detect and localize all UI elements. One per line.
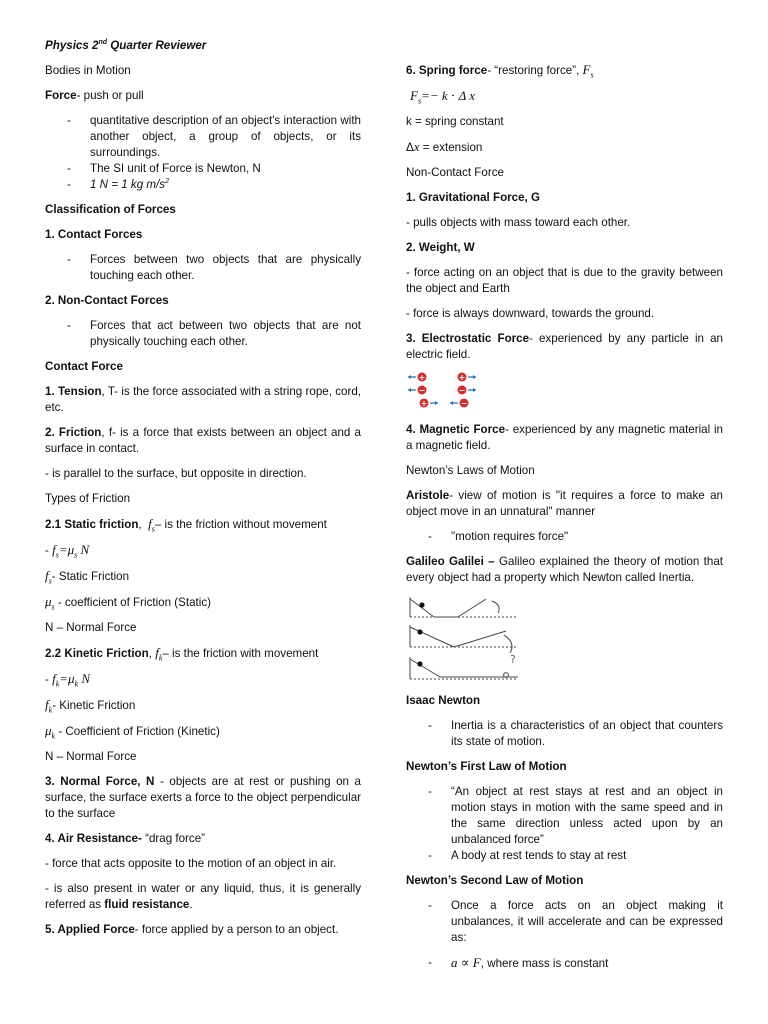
section-bodies-in-motion: Bodies in Motion xyxy=(45,64,131,77)
svg-text:+: + xyxy=(458,373,466,382)
weight-direction: - force is always downward, towards the ground. xyxy=(406,307,655,320)
list-item: - A body at rest tends to stay at rest xyxy=(428,849,627,862)
aristole-paragraph: Aristole- view of motion is "it requires a force to make an object move in an unnatural" manner xyxy=(406,489,723,518)
second-law-heading: Newton’s Second Law of Motion xyxy=(406,874,584,887)
air-resistance-desc: - force that acts opposite to the motion of an object in air. xyxy=(45,857,337,870)
friction-paragraph: 2. Friction, f- is a force that exists between an object and a surface in contact. xyxy=(45,426,361,455)
kinetic-friction-paragraph: 2.2 Kinetic Friction, $f_k-$ is the friction with movement xyxy=(45,645,319,663)
types-of-friction: Types of Friction xyxy=(45,492,131,505)
spring-force-heading: 6. Spring force- “restoring force”, $F_s$ xyxy=(406,62,594,80)
svg-text:+: + xyxy=(420,399,428,408)
page-title: Physics 2nd Quarter Reviewer xyxy=(45,39,207,52)
list-item: - Forces that act between two objects that are not physically touching each other. xyxy=(67,319,361,348)
friction-direction: - is parallel to the surface, but opposite in direction. xyxy=(45,467,307,480)
applied-force-paragraph: 5. Applied Force- force applied by a person to an object. xyxy=(45,923,339,936)
static-coefficient: $\mu_s$ - coefficient of Friction (Static) xyxy=(45,594,212,612)
list-item: - The SI unit of Force is Newton, N xyxy=(67,162,261,175)
left-column xyxy=(45,38,361,947)
svg-text:+: + xyxy=(418,373,426,382)
svg-text:?: ? xyxy=(510,653,516,666)
list-item: - quantitative description of an object's interaction with another object, a group of objects, or its surroundings. xyxy=(67,114,361,159)
normal-force-label: N – Normal Force xyxy=(45,750,137,763)
electric-charges-figure xyxy=(406,372,723,410)
inclined-plane-figure xyxy=(406,595,723,683)
weight-desc: - force acting on an object that is due to the gravity between the object and Earth xyxy=(406,266,723,295)
list-item: - Inertia is a characteristics of an object that counters its state of motion. xyxy=(428,719,723,748)
heading-contact-forces: 1. Contact Forces xyxy=(45,228,143,241)
heading-noncontact-forces: 2. Non-Contact Forces xyxy=(45,294,169,307)
heading-classification: Classification of Forces xyxy=(45,203,176,216)
isaac-newton-heading: Isaac Newton xyxy=(406,694,481,707)
second-law-list xyxy=(406,898,723,972)
fluid-resistance-paragraph: - is also present in water or any liquid, thus, it is generally referred as fluid resistance. xyxy=(45,882,361,911)
weight-heading: 2. Weight, W xyxy=(406,241,475,254)
gravitational-force-desc: - pulls objects with mass toward each other. xyxy=(406,216,631,229)
galileo-paragraph: Galileo Galilei – Galileo explained the theory of motion that every object had a property which Newton called Inertia. xyxy=(406,555,723,584)
charges-diagram xyxy=(406,372,486,410)
heading-contact-force: Contact Force xyxy=(45,360,123,373)
first-law-list xyxy=(406,784,723,864)
svg-text:−: − xyxy=(460,399,468,408)
svg-text:−: − xyxy=(418,386,426,395)
kinetic-friction-equation: - $f_k=\mu_k$ N xyxy=(45,671,91,689)
air-resistance-heading: 4. Air Resistance- “drag force” xyxy=(45,832,206,845)
heading-newtons-laws: Newton’s Laws of Motion xyxy=(406,464,535,477)
list-item: - Once a force acts on an object making it unbalances, it will accelerate and can be expressed as: xyxy=(428,899,723,944)
force-list xyxy=(45,113,361,193)
svg-text:−: − xyxy=(458,386,466,395)
static-friction-paragraph: 2.1 Static friction, $f_s-$ is the friction without movement xyxy=(45,516,327,534)
list-item: - 1 N = 1 kg $m/s^2$ xyxy=(67,178,169,191)
tension-paragraph: 1. Tension, T- is the force associated with a string rope, cord, etc. xyxy=(45,385,361,414)
kinetic-coefficient: $\mu_k$ - Coefficient of Friction (Kinetic) xyxy=(45,723,220,741)
list-item: - Forces between two objects that are physically touching each other. xyxy=(67,253,361,282)
normal-force-paragraph: 3. Normal Force, N - objects are at rest or pushing on a surface, the surface exerts a force to the object perpendicular to the surface xyxy=(45,775,361,820)
static-friction-symbol: $f_s-$ Static Friction xyxy=(45,568,130,586)
first-law-heading: Newton’s First Law of Motion xyxy=(406,760,567,773)
extension: Δx = extension xyxy=(406,139,483,154)
list-item: - "motion requires force" xyxy=(428,530,569,543)
force-definition: Force- push or pull xyxy=(45,89,144,102)
kinetic-friction-symbol: $f_k-$ Kinetic Friction xyxy=(45,697,136,715)
list-item: - a ∝ F, where mass is constant xyxy=(428,955,609,970)
spring-constant: k = spring constant xyxy=(406,115,504,128)
right-column xyxy=(406,62,723,981)
normal-force-label: N – Normal Force xyxy=(45,621,137,634)
static-friction-equation: - $f_s=\mu_s$ N xyxy=(45,542,90,560)
heading-noncontact-force: Non-Contact Force xyxy=(406,166,504,179)
spring-force-equation: $F_s=- k \cdot \Delta$ x xyxy=(410,88,476,106)
inclined-plane-diagram xyxy=(406,595,526,683)
magnetic-force-paragraph: 4. Magnetic Force- experienced by any magnetic material in a magnetic field. xyxy=(406,423,724,452)
gravitational-force-heading: 1. Gravitational Force, G xyxy=(406,191,541,204)
electrostatic-force-paragraph: 3. Electrostatic Force- experienced by any particle in an electric field. xyxy=(406,332,723,361)
list-item: - “An object at rest stays at rest and an object in motion stays in motion with the same speed and in the same direction unless acted upon by an unbalanced force” xyxy=(428,785,723,846)
